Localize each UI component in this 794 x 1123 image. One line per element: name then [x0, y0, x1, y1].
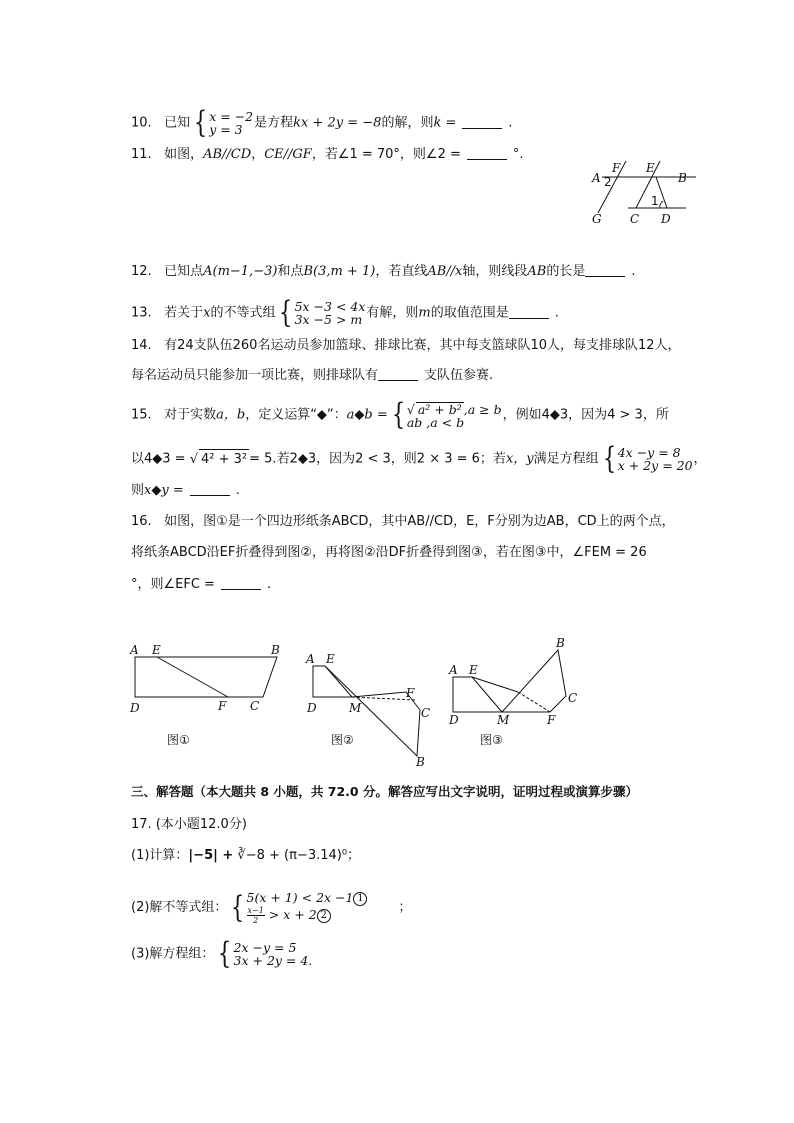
- math: CE//GF: [264, 147, 312, 162]
- line-ef: [157, 657, 228, 697]
- variable: k =: [433, 115, 457, 131]
- answer-blank[interactable]: [462, 114, 502, 129]
- text: °，则∠EFC =: [131, 577, 215, 592]
- text: °.: [512, 147, 524, 162]
- math: x◆y =: [144, 483, 184, 498]
- question-17-part-2: [131, 890, 411, 925]
- fig1-label-a: A: [130, 643, 139, 657]
- text: 是方程: [254, 115, 294, 131]
- math: |−5| +: [188, 848, 234, 863]
- fraction-denominator: 2: [253, 916, 259, 925]
- circled-number-2: 2: [317, 909, 331, 923]
- math: + (π−3.14)⁰；: [269, 848, 361, 863]
- fig2-label-f: F: [406, 686, 415, 700]
- question-17-part-1: [131, 846, 360, 866]
- label-angle-2: 2: [604, 175, 612, 189]
- label-a: A: [592, 171, 601, 185]
- question-number: 16.: [131, 514, 152, 529]
- text: (2)解不等式组：: [131, 900, 228, 915]
- text: 已知点: [164, 264, 204, 279]
- fig3-label-m: M: [497, 713, 510, 727]
- text: 的解，则: [381, 115, 434, 131]
- answer-blank[interactable]: [221, 575, 261, 590]
- label-d: D: [661, 212, 671, 226]
- figure-2: [305, 652, 430, 769]
- question-number: 10.: [131, 115, 152, 131]
- answer-blank[interactable]: [190, 481, 230, 496]
- fig3-label-b: B: [556, 636, 565, 650]
- figure-q16: [125, 630, 595, 775]
- question-15-line-3: [131, 481, 240, 501]
- sqrt-expression: 4² + 3²: [199, 449, 249, 470]
- answer-blank[interactable]: [467, 145, 507, 160]
- fig3-label-c: C: [568, 691, 578, 705]
- text: 若关于: [164, 305, 204, 321]
- label-c: C: [630, 212, 640, 226]
- angle-1-arc: [660, 201, 663, 208]
- fig3-label-f: F: [547, 713, 556, 727]
- condition: ,a ≥ b: [463, 401, 502, 417]
- circled-number-1: 1: [353, 892, 367, 906]
- fig2-label-m: M: [349, 701, 362, 715]
- question-15-line-1: [131, 397, 669, 432]
- caption-fig3: 图③: [480, 733, 503, 747]
- system-row-1: 4x −y = 8: [617, 445, 681, 460]
- text: 已知: [164, 115, 191, 131]
- question-number: 12.: [131, 264, 152, 279]
- fig1-label-e: E: [152, 643, 161, 657]
- question-17-header: 17. (本小题12.0分): [131, 817, 247, 832]
- figure-3: [448, 636, 577, 747]
- question-12: [131, 262, 636, 282]
- system-row-1: 5x −3 < 4x: [294, 299, 366, 314]
- fig2-label-b: B: [416, 755, 425, 769]
- question-16-line-3: [131, 575, 271, 595]
- label-e: E: [646, 161, 655, 175]
- math: x，y: [505, 451, 534, 467]
- answer-blank[interactable]: [585, 262, 625, 277]
- quad-abcd: [135, 657, 277, 697]
- text: 如图，图①是一个四边形纸条ABCD，其中AB//CD，E，F分别为边AB，CD上的两个点，: [164, 514, 675, 529]
- fig3-label-e: E: [469, 663, 478, 677]
- caption-fig1: 图①: [167, 733, 190, 747]
- system-row-2: 3x −5 > m: [294, 312, 363, 327]
- text: 支队伍参赛.: [424, 368, 494, 383]
- inequality-system: { 5x −3 < 4x 3x −5 > m: [279, 295, 366, 330]
- text: 将纸条ABCD沿EF折叠得到图②，再将图②沿DF折叠得到图③，若在图③中，∠FEM = 26: [131, 545, 647, 560]
- fig1-label-c: C: [250, 699, 260, 713]
- text: 的长是: [546, 264, 586, 279]
- equation-system: { x = −2 y = 3: [193, 105, 254, 140]
- system-row-2: y = 3: [209, 122, 243, 137]
- system-row-2: > x + 2: [268, 907, 317, 922]
- text: = 5.若2◆3，因为2 < 3，则2 × 3 = 6；若: [249, 451, 506, 467]
- text: .: [266, 577, 272, 592]
- system-row-2: x + 2y = 20: [617, 458, 693, 473]
- text: ，例如4◆3，因为4 > 3，所: [502, 407, 669, 423]
- question-13: [131, 295, 559, 330]
- system-row-2: 3x + 2y = 4.: [233, 953, 313, 968]
- math: AB//x: [427, 264, 463, 279]
- fig2-ad-part: [313, 666, 352, 697]
- question-16-line-1: [131, 512, 675, 532]
- text: 对于实数: [164, 407, 217, 423]
- fig2-label-a: A: [306, 652, 315, 666]
- text: ，定义运算“◆”：: [245, 407, 347, 423]
- system-row-1: 2x −y = 5: [233, 940, 297, 955]
- text: ，: [251, 147, 265, 162]
- figure-q11: [588, 155, 708, 230]
- text: 有解，则: [366, 305, 419, 321]
- question-11: [131, 145, 524, 165]
- fig1-label-d: D: [130, 701, 140, 715]
- question-number: 13.: [131, 305, 152, 321]
- label-f: F: [612, 161, 621, 175]
- math: AB//CD: [203, 147, 252, 162]
- fig3-fold-dash: [518, 692, 550, 712]
- fig3-folded-part: [502, 650, 566, 712]
- text: .: [631, 264, 636, 279]
- text: 的取值范围是: [430, 305, 509, 321]
- question-number: 11.: [131, 147, 152, 162]
- math: a，b: [216, 407, 246, 423]
- label-b: B: [678, 171, 687, 185]
- fig3-ad-part: [453, 677, 502, 712]
- equation: kx + 2y = −8: [293, 115, 382, 131]
- piecewise-row-2: ab ,a < b: [406, 414, 465, 430]
- text: (3)解方程组：: [131, 946, 215, 962]
- text: .: [235, 483, 240, 498]
- fig2-label-e: E: [326, 652, 335, 666]
- question-10: [131, 105, 513, 140]
- math: B(3,m + 1): [303, 264, 376, 279]
- question-number: 15.: [131, 407, 152, 423]
- figure-1: [129, 643, 280, 747]
- text: ；: [398, 900, 412, 915]
- section-3-heading: 三、解答题（本大题共 8 小题，共 72.0 分。解答应写出文字说明，证明过程或演算步骤）: [131, 784, 638, 799]
- question-15-line-2: 以4◆3 = √ 4² + 3² = 5.若2◆3，因为2 < 3，则2 × 3 = 6；若x，y满足方程组 { 4x −y = 8 x + 2y = 20 ，: [131, 441, 707, 476]
- question-14-line-2: [131, 366, 493, 386]
- text: ，若直线: [375, 264, 428, 279]
- system-row-1: x = −2: [209, 109, 254, 124]
- text: 每名运动员只能参加一项比赛，则排球队有: [131, 368, 379, 383]
- fraction: [247, 906, 265, 925]
- answer-blank[interactable]: [509, 304, 549, 319]
- math: a◆b =: [346, 407, 388, 423]
- fig3-label-d: D: [449, 713, 459, 727]
- variable: x: [203, 305, 211, 321]
- question-17-part-3: [131, 936, 313, 971]
- cube-root: ∛−8: [237, 848, 265, 863]
- math: AB: [527, 264, 547, 279]
- fig1-label-f: F: [218, 699, 227, 713]
- text: 的不等式组: [210, 305, 276, 321]
- piecewise-definition: { √ a² + b² ,a ≥ b ab ,a < b: [391, 397, 502, 432]
- label-g: G: [592, 212, 602, 226]
- fig1-label-b: B: [271, 643, 280, 657]
- equation-system: { 4x −y = 8 x + 2y = 20: [602, 441, 693, 476]
- question-number: 14.: [131, 338, 152, 353]
- text: 如图，: [164, 147, 204, 162]
- question-16-line-2: [131, 543, 647, 563]
- question-14-line-1: [131, 336, 681, 356]
- text: 有24支队伍260名运动员参加篮球、排球比赛，其中每支篮球队10人，每支排球队12人，: [164, 338, 681, 353]
- equation-system: { 2x −y = 5 3x + 2y = 4.: [218, 936, 313, 971]
- math: A(m−1,−3): [203, 264, 278, 279]
- label-angle-1: 1: [651, 194, 659, 208]
- inequality-system: { 5(x + 1) < 2x −1 1 $\frac{x-1}{2}$ > x + 2 2: [228, 890, 367, 925]
- fig3-label-a: A: [449, 663, 458, 677]
- variable: m: [418, 305, 431, 321]
- answer-blank[interactable]: [378, 366, 418, 381]
- system-row-1: 5(x + 1) < 2x −1: [246, 890, 354, 905]
- text: 满足方程组: [533, 451, 599, 467]
- text: 则: [131, 483, 145, 498]
- text: (1)计算：: [131, 848, 189, 863]
- text: .: [554, 305, 559, 321]
- fraction-numerator: x−1: [247, 906, 264, 915]
- text: .: [508, 115, 513, 131]
- text: ，若∠1 = 70°，则∠2 =: [311, 147, 461, 162]
- sqrt-expression: a² + b²: [417, 401, 462, 417]
- fig2-label-c: C: [421, 706, 431, 720]
- text: 轴，则线段: [462, 264, 528, 279]
- text: 和点: [277, 264, 304, 279]
- text: 以4◆3 =: [131, 451, 186, 467]
- fig2-label-d: D: [307, 701, 317, 715]
- caption-fig2: 图②: [331, 733, 354, 747]
